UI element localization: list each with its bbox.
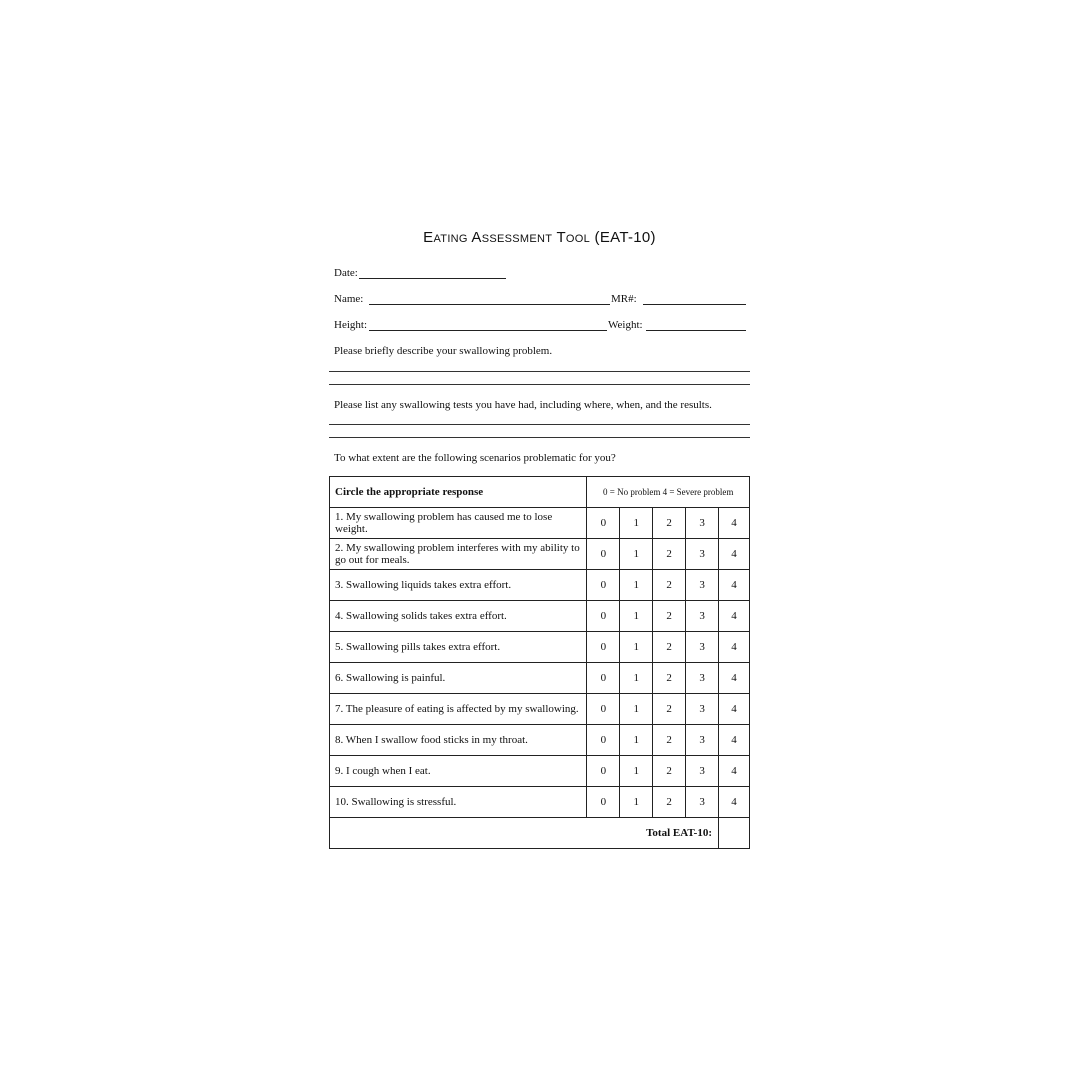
response-option-0[interactable]: 0: [587, 632, 620, 663]
table-row: [330, 787, 750, 818]
table-header-label: Circle the appropriate response: [330, 477, 587, 508]
response-option-1[interactable]: 1: [620, 663, 653, 694]
mr-label: MR#:: [611, 293, 637, 305]
answer-line[interactable]: [329, 424, 750, 425]
response-option-4[interactable]: 4: [719, 787, 750, 818]
response-option-2[interactable]: 2: [653, 663, 686, 694]
question-text: 6. Swallowing is painful.: [330, 663, 587, 694]
total-row: [330, 818, 750, 849]
response-option-3[interactable]: 3: [686, 601, 719, 632]
response-option-0[interactable]: 0: [587, 694, 620, 725]
answer-line[interactable]: [329, 384, 750, 385]
response-option-2[interactable]: 2: [653, 787, 686, 818]
weight-field[interactable]: [646, 330, 746, 331]
extent-prompt: To what extent are the following scenarios problematic for you?: [334, 452, 616, 464]
response-option-0[interactable]: 0: [587, 787, 620, 818]
date-label: Date:: [334, 267, 358, 279]
response-option-0[interactable]: 0: [587, 601, 620, 632]
table-header-row: [330, 477, 750, 508]
table-row: [330, 508, 750, 539]
eat10-table: [329, 476, 750, 849]
response-option-1[interactable]: 1: [620, 694, 653, 725]
response-option-3[interactable]: 3: [686, 694, 719, 725]
response-option-3[interactable]: 3: [686, 787, 719, 818]
table-row: [330, 756, 750, 787]
response-option-2[interactable]: 2: [653, 570, 686, 601]
response-option-0[interactable]: 0: [587, 539, 620, 570]
question-text: 2. My swallowing problem interferes with my ability to go out for meals.: [330, 539, 587, 570]
question-text: 4. Swallowing solids takes extra effort.: [330, 601, 587, 632]
response-option-3[interactable]: 3: [686, 725, 719, 756]
response-option-3[interactable]: 3: [686, 663, 719, 694]
question-text: 9. I cough when I eat.: [330, 756, 587, 787]
table-row: [330, 663, 750, 694]
name-field[interactable]: [369, 304, 610, 305]
question-text: 10. Swallowing is stressful.: [330, 787, 587, 818]
question-text: 1. My swallowing problem has caused me to lose weight.: [330, 508, 587, 539]
question-text: 8. When I swallow food sticks in my throat.: [330, 725, 587, 756]
table-row: [330, 539, 750, 570]
response-option-1[interactable]: 1: [620, 508, 653, 539]
question-text: 7. The pleasure of eating is affected by my swallowing.: [330, 694, 587, 725]
response-option-4[interactable]: 4: [719, 508, 750, 539]
total-label: Total EAT-10:: [330, 818, 719, 849]
response-option-2[interactable]: 2: [653, 632, 686, 663]
response-option-2[interactable]: 2: [653, 539, 686, 570]
scale-legend: 0 = No problem 4 = Severe problem: [587, 477, 750, 508]
table-row: [330, 632, 750, 663]
document-title: Eating Assessment Tool (EAT-10): [423, 229, 656, 246]
response-option-4[interactable]: 4: [719, 694, 750, 725]
response-option-0[interactable]: 0: [587, 570, 620, 601]
response-option-1[interactable]: 1: [620, 725, 653, 756]
response-option-1[interactable]: 1: [620, 756, 653, 787]
table-row: [330, 725, 750, 756]
response-option-1[interactable]: 1: [620, 632, 653, 663]
response-option-4[interactable]: 4: [719, 663, 750, 694]
height-label: Height:: [334, 319, 367, 331]
table-row: [330, 570, 750, 601]
answer-line[interactable]: [329, 437, 750, 438]
response-option-2[interactable]: 2: [653, 601, 686, 632]
response-option-1[interactable]: 1: [620, 601, 653, 632]
response-option-0[interactable]: 0: [587, 725, 620, 756]
swallowing-problem-prompt: Please briefly describe your swallowing problem.: [334, 345, 553, 357]
total-score-field[interactable]: [719, 818, 750, 849]
response-option-4[interactable]: 4: [719, 570, 750, 601]
response-option-2[interactable]: 2: [653, 694, 686, 725]
answer-line[interactable]: [329, 371, 750, 372]
response-option-0[interactable]: 0: [587, 663, 620, 694]
response-option-3[interactable]: 3: [686, 508, 719, 539]
response-option-2[interactable]: 2: [653, 756, 686, 787]
response-option-3[interactable]: 3: [686, 570, 719, 601]
tests-prompt: Please list any swallowing tests you have had, including where, when, and the results.: [334, 399, 712, 411]
weight-label: Weight:: [608, 319, 643, 331]
response-option-4[interactable]: 4: [719, 539, 750, 570]
response-option-0[interactable]: 0: [587, 508, 620, 539]
response-option-4[interactable]: 4: [719, 601, 750, 632]
response-option-0[interactable]: 0: [587, 756, 620, 787]
response-option-3[interactable]: 3: [686, 756, 719, 787]
name-label: Name:: [334, 293, 364, 305]
response-option-4[interactable]: 4: [719, 725, 750, 756]
response-option-4[interactable]: 4: [719, 756, 750, 787]
table-row: [330, 601, 750, 632]
response-option-1[interactable]: 1: [620, 787, 653, 818]
response-option-2[interactable]: 2: [653, 725, 686, 756]
table-row: [330, 694, 750, 725]
date-field[interactable]: [359, 278, 506, 279]
question-text: 5. Swallowing pills takes extra effort.: [330, 632, 587, 663]
response-option-2[interactable]: 2: [653, 508, 686, 539]
height-field[interactable]: [369, 330, 607, 331]
question-text: 3. Swallowing liquids takes extra effort.: [330, 570, 587, 601]
response-option-3[interactable]: 3: [686, 632, 719, 663]
response-option-1[interactable]: 1: [620, 570, 653, 601]
mr-field[interactable]: [643, 304, 746, 305]
response-option-4[interactable]: 4: [719, 632, 750, 663]
response-option-1[interactable]: 1: [620, 539, 653, 570]
response-option-3[interactable]: 3: [686, 539, 719, 570]
